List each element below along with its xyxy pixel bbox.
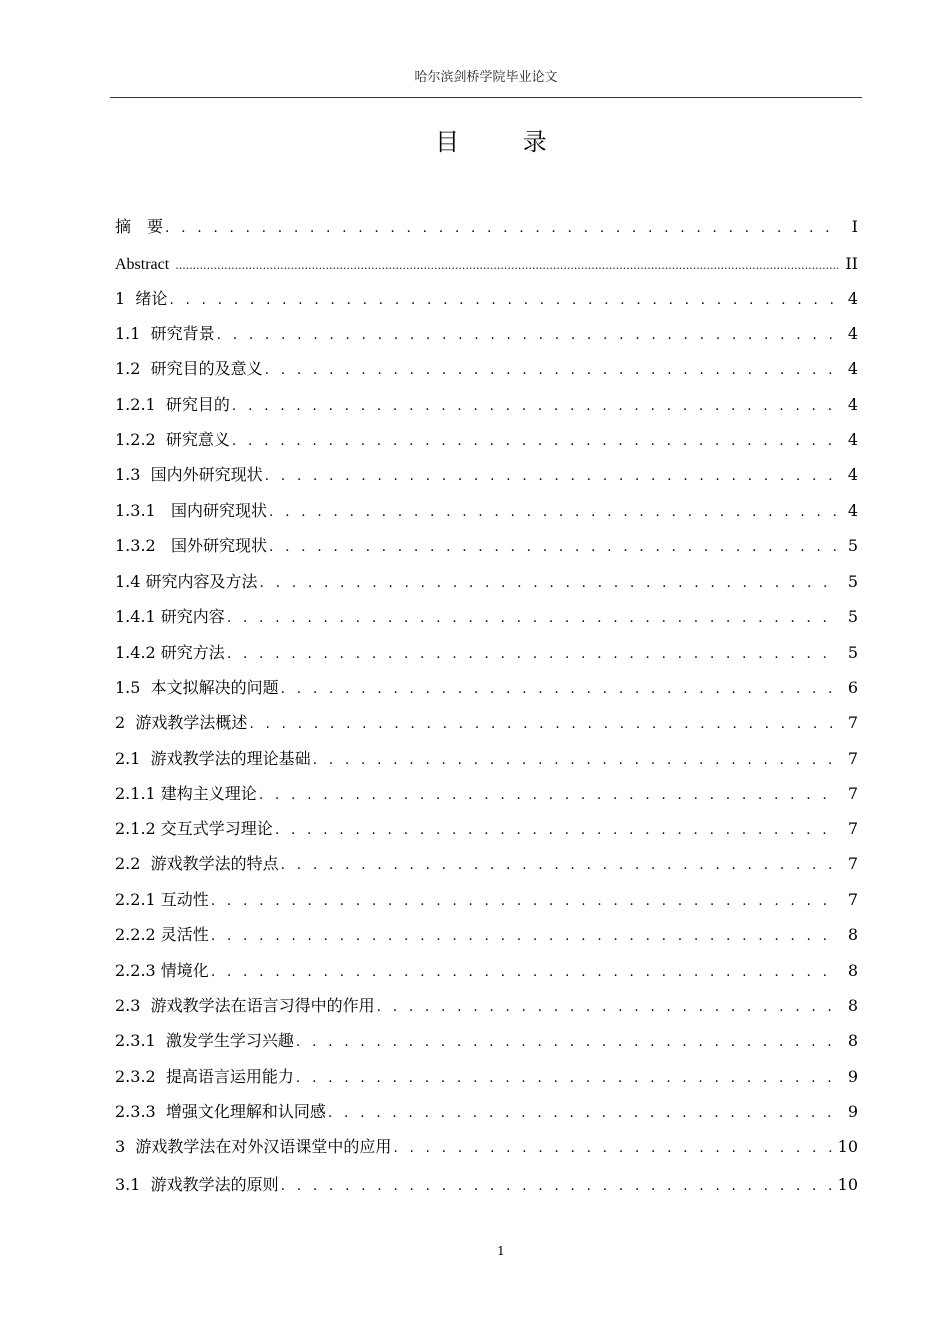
toc-entry-page: 7 — [847, 819, 858, 838]
toc-entry-label: 1.3.1 国内研究现状 — [115, 501, 267, 520]
toc-entry-page: 8 — [847, 996, 858, 1015]
toc-entry-page: 4 — [847, 501, 858, 520]
toc-entry-page: 7 — [847, 713, 858, 732]
toc-entry[interactable] — [115, 852, 860, 876]
toc-entry-page: 8 — [847, 961, 858, 980]
toc-entry[interactable] — [115, 888, 860, 912]
toc-leader-dots — [227, 642, 836, 666]
toc-entry-page: 4 — [847, 395, 858, 414]
toc-entry[interactable] — [115, 1029, 860, 1053]
toc-entry-page: 5 — [847, 607, 858, 626]
toc-entry-label: 1.2.1 研究目的 — [115, 395, 230, 414]
toc-entry-page: 7 — [847, 890, 858, 909]
toc-leader-dots — [211, 960, 836, 984]
toc-entry-page: 7 — [847, 784, 858, 803]
toc-entry-page: 7 — [847, 854, 858, 873]
toc-leader-dots — [169, 288, 836, 312]
toc-entry-label: 2.2.1 互动性 — [115, 890, 209, 909]
page-title: 目 录 — [435, 128, 575, 156]
toc-entry-label: 2.2.2 灵活性 — [115, 925, 209, 944]
toc-entry-label: 2.3.3 增强文化理解和认同感 — [115, 1102, 326, 1121]
toc-entry-page: 5 — [847, 536, 858, 555]
toc-leader-dots — [393, 1136, 831, 1160]
toc-entry-page: 8 — [847, 1031, 858, 1050]
toc-entry[interactable] — [115, 959, 860, 983]
toc-entry-page: II — [845, 254, 858, 273]
toc-leader-dots — [296, 1066, 836, 1090]
toc-leader-dots — [211, 889, 836, 913]
toc-leader-dots — [227, 606, 836, 630]
toc-entry-page: 10 — [837, 1137, 858, 1156]
toc-entry-label: 1 绪论 — [115, 289, 168, 308]
toc-entry-label: 1.5 本文拟解决的问题 — [115, 678, 279, 697]
toc-leader-dots — [217, 323, 836, 347]
page-number: 1 — [497, 1244, 505, 1258]
toc-entry[interactable] — [115, 711, 860, 735]
toc-entry-abstract-cn[interactable] — [115, 215, 860, 239]
toc-entry-label: 2.1 游戏教学法的理论基础 — [115, 749, 311, 768]
toc-entry[interactable] — [115, 641, 860, 665]
toc-leader-dots — [296, 1030, 836, 1054]
toc-entry[interactable] — [115, 1173, 860, 1197]
toc-entry-label: 1.2.2 研究意义 — [115, 430, 230, 449]
toc-entry-page: 10 — [837, 1175, 858, 1194]
toc-entry-page: 5 — [847, 572, 858, 591]
toc-entry[interactable] — [115, 1065, 860, 1089]
toc-leader-dots — [265, 464, 836, 488]
toc-entry[interactable] — [115, 747, 860, 771]
toc-entry[interactable] — [115, 534, 860, 558]
toc-entry-page: 8 — [847, 925, 858, 944]
toc-leader-dots — [281, 853, 836, 877]
toc-entry-page: 4 — [847, 289, 858, 308]
toc-entry-label: 1.1 研究背景 — [115, 324, 215, 343]
toc-leader-dots — [281, 677, 836, 701]
toc-leader-dots — [249, 712, 836, 736]
toc-entry-label: 2 游戏教学法概述 — [115, 713, 248, 732]
toc-entry[interactable] — [115, 393, 860, 417]
toc-entry-page: 4 — [847, 430, 858, 449]
toc-entry-page: 9 — [847, 1102, 858, 1121]
toc-entry-page: 4 — [847, 465, 858, 484]
toc-entry[interactable] — [115, 570, 860, 594]
toc-leader-dots — [281, 1174, 832, 1198]
toc-leader-dots — [165, 216, 836, 240]
toc-entry-label: 2.2 游戏教学法的特点 — [115, 854, 279, 873]
toc-entry-label: 1.4 研究内容及方法 — [115, 572, 258, 591]
toc-entry-label: 1.4.1 研究内容 — [115, 607, 225, 626]
toc-entry[interactable] — [115, 605, 860, 629]
toc-entry-label: 1.3.2 国外研究现状 — [115, 536, 267, 555]
toc-leader-dots — [211, 924, 836, 948]
toc-entry-page: 7 — [847, 749, 858, 768]
toc-entry-label: Abstract — [115, 256, 170, 273]
toc-entry-page: 4 — [847, 359, 858, 378]
toc-entry[interactable] — [115, 676, 860, 700]
toc-entry[interactable] — [115, 463, 860, 487]
toc-entry-page: I — [851, 217, 858, 236]
toc-entry[interactable] — [115, 287, 860, 311]
toc-entry-label: 2.1.2 交互式学习理论 — [115, 819, 273, 838]
toc-leader-dots — [328, 1101, 836, 1125]
toc-leader-dots — [175, 254, 838, 278]
toc-leader-dots — [232, 429, 836, 453]
toc-entry-page: 5 — [847, 643, 858, 662]
toc-entry-label: 2.3.1 激发学生学习兴趣 — [115, 1031, 294, 1050]
toc-leader-dots — [269, 535, 836, 559]
toc-entry-label: 1.3 国内外研究现状 — [115, 465, 263, 484]
toc-entry-label: 3.1 游戏教学法的原则 — [115, 1175, 279, 1194]
toc-entry-abstract-en[interactable] — [115, 252, 860, 276]
toc-entry[interactable] — [115, 357, 860, 381]
toc-leader-dots — [259, 783, 836, 807]
toc-entry-label: 2.2.3 情境化 — [115, 961, 209, 980]
toc-leader-dots — [313, 748, 836, 772]
toc-entry[interactable] — [115, 428, 860, 452]
toc-leader-dots — [232, 394, 836, 418]
toc-leader-dots — [275, 818, 836, 842]
toc-leader-dots — [260, 571, 836, 595]
toc-leader-dots — [269, 500, 836, 524]
toc-entry[interactable] — [115, 1100, 860, 1124]
toc-entry[interactable] — [115, 782, 860, 806]
toc-entry-label: 1.2 研究目的及意义 — [115, 359, 263, 378]
toc-entry[interactable] — [115, 1135, 860, 1159]
toc-entry[interactable] — [115, 817, 860, 841]
toc-entry-label: 摘 要 — [115, 217, 164, 236]
toc-entry[interactable] — [115, 923, 860, 947]
toc-entry[interactable] — [115, 994, 860, 1018]
toc-entry-label: 1.4.2 研究方法 — [115, 643, 225, 662]
table-of-contents — [115, 0, 860, 1200]
toc-leader-dots — [377, 995, 836, 1019]
toc-entry[interactable] — [115, 499, 860, 523]
page-header: 哈尔滨剑桥学院毕业论文 — [414, 70, 558, 85]
toc-entry-page: 4 — [847, 324, 858, 343]
toc-entry-page: 6 — [847, 678, 858, 697]
toc-entry-label: 3 游戏教学法在对外汉语课堂中的应用 — [115, 1137, 392, 1156]
toc-entry-label: 2.3.2 提高语言运用能力 — [115, 1067, 294, 1086]
toc-entry-label: 2.1.1 建构主义理论 — [115, 784, 257, 803]
toc-entry[interactable] — [115, 322, 860, 346]
toc-leader-dots — [265, 358, 836, 382]
toc-entry-page: 9 — [847, 1067, 858, 1086]
toc-entry-label: 2.3 游戏教学法在语言习得中的作用 — [115, 996, 375, 1015]
